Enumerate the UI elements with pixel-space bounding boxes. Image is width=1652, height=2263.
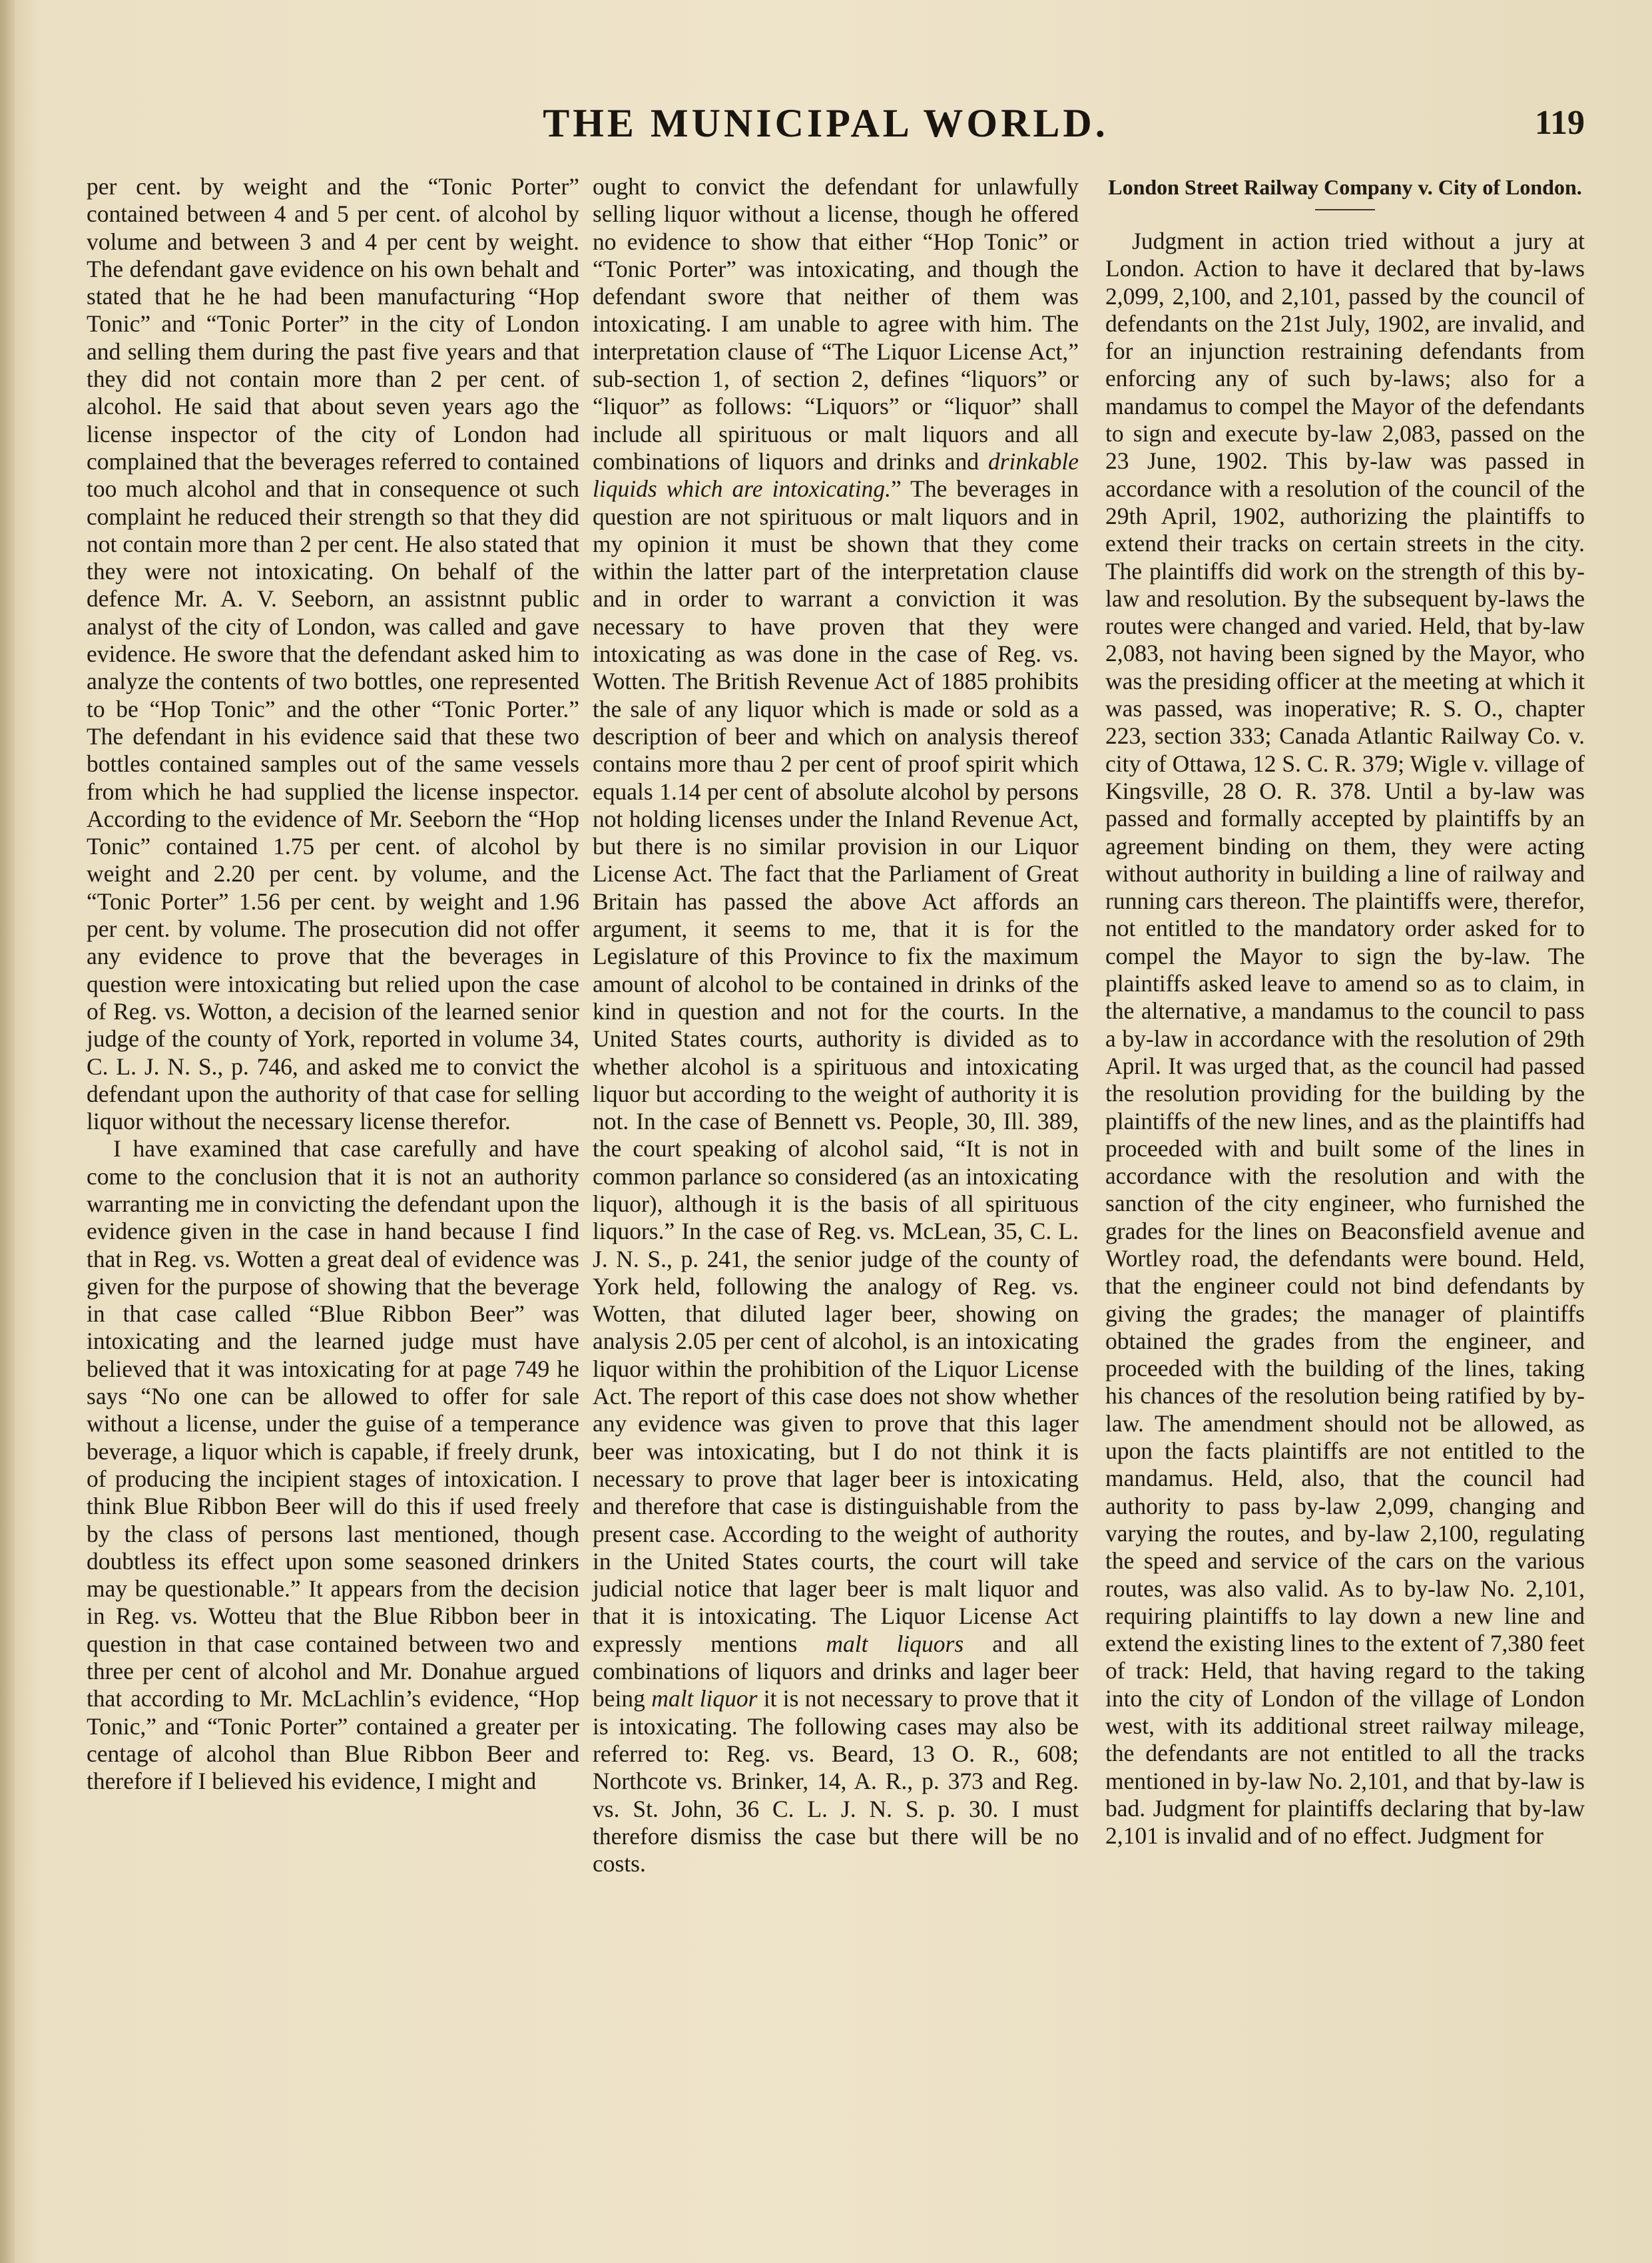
divider	[1315, 209, 1375, 210]
italic-phrase: malt liquor	[651, 1685, 758, 1712]
page-number: 119	[1534, 104, 1585, 142]
paragraph-text: it is not necessary to prove that it is intoxicating. The following cases may also be referred to: Reg. vs. Beard, 13 O. R., 608; Northcote vs. Brinker, 14, A. R., p. 373 and Reg. vs. St. John, 36 C. L. J. N. S. p. 30. I must therefore dismiss the case but there will be no costs.	[593, 1685, 1079, 1878]
column-middle	[593, 173, 1079, 1878]
column-right	[1105, 173, 1585, 1850]
italic-phrase: drinkable liquids which are intoxicating.	[593, 447, 1079, 503]
paragraph: per cent. by weight and the “Tonic Porter” contained between 4 and 5 per cent. of alcohol by volume and between 3 and 4 per cent by weight. The defendant gave evidence on his own behalt and stated that he he had been manufacturing “Hop Tonic” and “Tonic Porter” in the city of London and selling them during the past five years and that they did not contain more than 2 per cent. of alcohol. He said that about seven years ago the license inspector of the city of London had complained that the beverages referred to contained too much alcohol and that in consequence ot such complaint he reduced their strength so that they did not contain more than 2 per cent. He also stated that they were not intoxicating. On behalf of the defence Mr. A. V. Seeborn, an assistnnt public analyst of the city of London, was called and gave evidence. He swore that the defendant asked him to analyze the contents of two bottles, one represented to be “Hop Tonic” and the other “Tonic Porter.” The defendant in his evidence said that these two bottles contained samples out of the same vessels from which he had supplied the license inspector. According to the evidence of Mr. Seeborn the “Hop Tonic” contained 1.75 per cent. of alcohol by weight and 2.20 per cent. by volume, and the “Tonic Porter” 1.56 per cent. by weight and 1.96 per cent. by volume. The prosecution did not offer any evidence to prove that the beverages in question were intoxicating but relied upon the case of Reg. vs. Wotton, a decision of the learned senior judge of the county of York, reported in volume 34, C. L. J. N. S., p. 746, and asked me to convict the defendant upon the authority of that case for selling liquor without the necessary license therefor.	[87, 173, 579, 1135]
case-title: London Street Railway Company v. City of London.	[1108, 175, 1582, 199]
paragraph-text: and all combinations of liquors and drinks and lager beer being	[593, 1630, 1079, 1712]
binding-edge	[0, 0, 15, 2263]
paragraph: Judgment in action tried without a jury at London. Action to have it declared that by-laws 2,099, 2,100, and 2,101, passed by the council of defendants on the 21st July, 1902, are invalid, and for an injunction restraining defendants from enforcing any of such by-laws; also for a mandamus to compel the Mayor of the defendants to sign and execute by-law 2,083, passed on the 23 June, 1902. This by-law was passed in accordance with a resolution of the council of the 29th April, 1902, authorizing the plaintiffs to extend their tracks on certain streets in the city. The plaintiffs did work on the strength of this by-law and resolution. By the subsequent by-laws the routes were changed and varied. Held, that by-law 2,083, not having been signed by the Mayor, who was the presiding officer at the meeting at which it was passed, was inoperative; R. S. O., chapter 223, section 333; Canada Atlantic Railway Co. v. city of Ottawa, 12 S. C. R. 379; Wigle v. village of Kingsville, 28 O. R. 378. Until a by-law was passed and formally accepted by plaintiffs by an agreement binding on them, they were acting without authority in building a line of railway and running cars thereon. The plaintiffs were, therefor, not entitled to the mandatory order asked for to compel the Mayor to sign the by-law. The plaintiffs asked leave to amend so as to claim, in the alternative, a mandamus to the council to pass a by-law in accordance with the resolution of 29th April. It was urged that, as the council had passed the resolution providing for the building by the plaintiffs of the new lines, and as the plaintiffs had proceeded with and built some of the lines in accordance with the resolution and with the sanction of the city engineer, who furnished the grades for the lines on Beaconsfield avenue and Wortley road, the defendants were bound. Held, that the engineer could not bind defendants by giving the grades; the manager of plaintiffs obtained the grades from the engineer, and proceeded with the building of the lines, taking his chances of the resolution being ratified by by-law. The amendment should not be allowed, as upon the facts plaintiffs are not entitled to the mandamus. Held, also, that the council had authority to pass by-law 2,099, changing and varying the routes, and by-law 2,100, regulating the speed and service of the cars on the various routes, was also valid. As to by-law No. 2,101, requiring plaintiffs to lay down a new line and extend the existing lines to the extent of 7,380 feet of track: Held, that having regard to the taking into the city of London of the village of London west, with its additional street railway mileage, the defendants are not entitled to all the tracks mentioned in by-law No. 2,101, and that by-law is bad. Judgment for plaintiffs declaring that by-law 2,101 is invalid and of no effect. Judgment for	[1105, 228, 1585, 1850]
column-left	[87, 173, 579, 1796]
page-header	[0, 93, 1652, 153]
italic-phrase: malt liquors	[826, 1630, 964, 1657]
paragraph: I have examined that case carefully and have come to the conclusion that it is not an authority warranting me in convicting the defendant upon the evidence given in the case in hand because I find that in Reg. vs. Wotten a great deal of evidence was given for the purpose of showing that the beverage in that case called “Blue Ribbon Beer” was intoxicating and the learned judge must have believed that it was intoxicating for at page 749 he says “No one can be allowed to offer for sale without a license, under the guise of a temperance beverage, a liquor which is capable, if freely drunk, of producing the incipient stages of intoxication. I think Blue Ribbon Beer will do this if used freely by the class of persons last mentioned, though doubtless its effect upon some seasoned drinkers may be questionable.” It appears from the decision in Reg. vs. Wotteu that the Blue Ribbon beer in question in that case contained between two and three per cent of alcohol and Mr. Donahue argued that according to Mr. McLachlin’s evidence, “Hop Tonic,” and “Tonic Porter” contained a greater per centage of alcohol than Blue Ribbon Beer and therefore if I believed his evidence, I might and	[87, 1135, 579, 1795]
running-title: THE MUNICIPAL WORLD.	[543, 101, 1109, 145]
paragraph-text: ” The beverages in question are not spirituous or malt liquors and in my opinion it must be shown that they come within the latter part of the interpretation clause and in order to warrant a conviction it was necessary to have proven that they were intoxicating as was done in the case of Reg. vs. Wotten. The British Revenue Act of 1885 prohibits the sale of any liquor which is made or sold as a description of beer and which on analysis thereof contains more thau 2 per cent of proof spirit which equals 1.14 per cent of absolute alcohol by persons not holding licenses under the Inland Revenue Act, but there is no similar provision in our Liquor License Act. The fact that the Parliament of Great Britain has passed the above Act affords an argument, it seems to me, that it is for the Legislature of this Province to fix the maximum amount of alcohol to be contained in drinks of the kind in question and not for the courts. In the United States courts, authority is divided as to whether alcohol is a spirituous and intoxicating liquor but according to the weight of authority it is not. In the case of Bennett vs. People, 30, Ill. 389, the court speaking of alcohol said, “It is not in common parlance so considered (as an intoxicating liquor), although it is the basis of all spirituous liquors.” In the case of Reg. vs. McLean, 35, C. L. J. N. S., p. 241, the senior judge of the county of York held, following the analogy of Reg. vs. Wotten, that diluted lager beer, showing on analysis 2.05 per cent of alcohol, is an intoxicating liquor within the prohibition of the Liquor License Act. The report of this case does not show whether any evidence was given to prove that this lager beer was intoxicating, but I do not think it is necessary to prove that lager beer is intoxicating and therefore that case is distinguishable from the present case. According to the weight of authority in the United States courts, the court will take judicial notice that lager beer is malt liquor and that it is intoxicating. The Liquor License Act expressly mentions	[593, 475, 1079, 1657]
paragraph	[593, 173, 1079, 1878]
paragraph-text: ought to convict the defendant for unlawfully selling liquor without a license, though he offered no evidence to show that either “Hop Tonic” or “Tonic Porter” was intoxicating, and though the defendant swore that neither of them was intoxicating. I am unable to agree with him. The interpretation clause of “The Liquor License Act,” sub-section 1, of section 2, defines “liquors” or “liquor” as follows: “Liquors” or “liquor” shall include all spirituous or malt liquors and all combinations of liquors and drinks and	[593, 173, 1079, 475]
